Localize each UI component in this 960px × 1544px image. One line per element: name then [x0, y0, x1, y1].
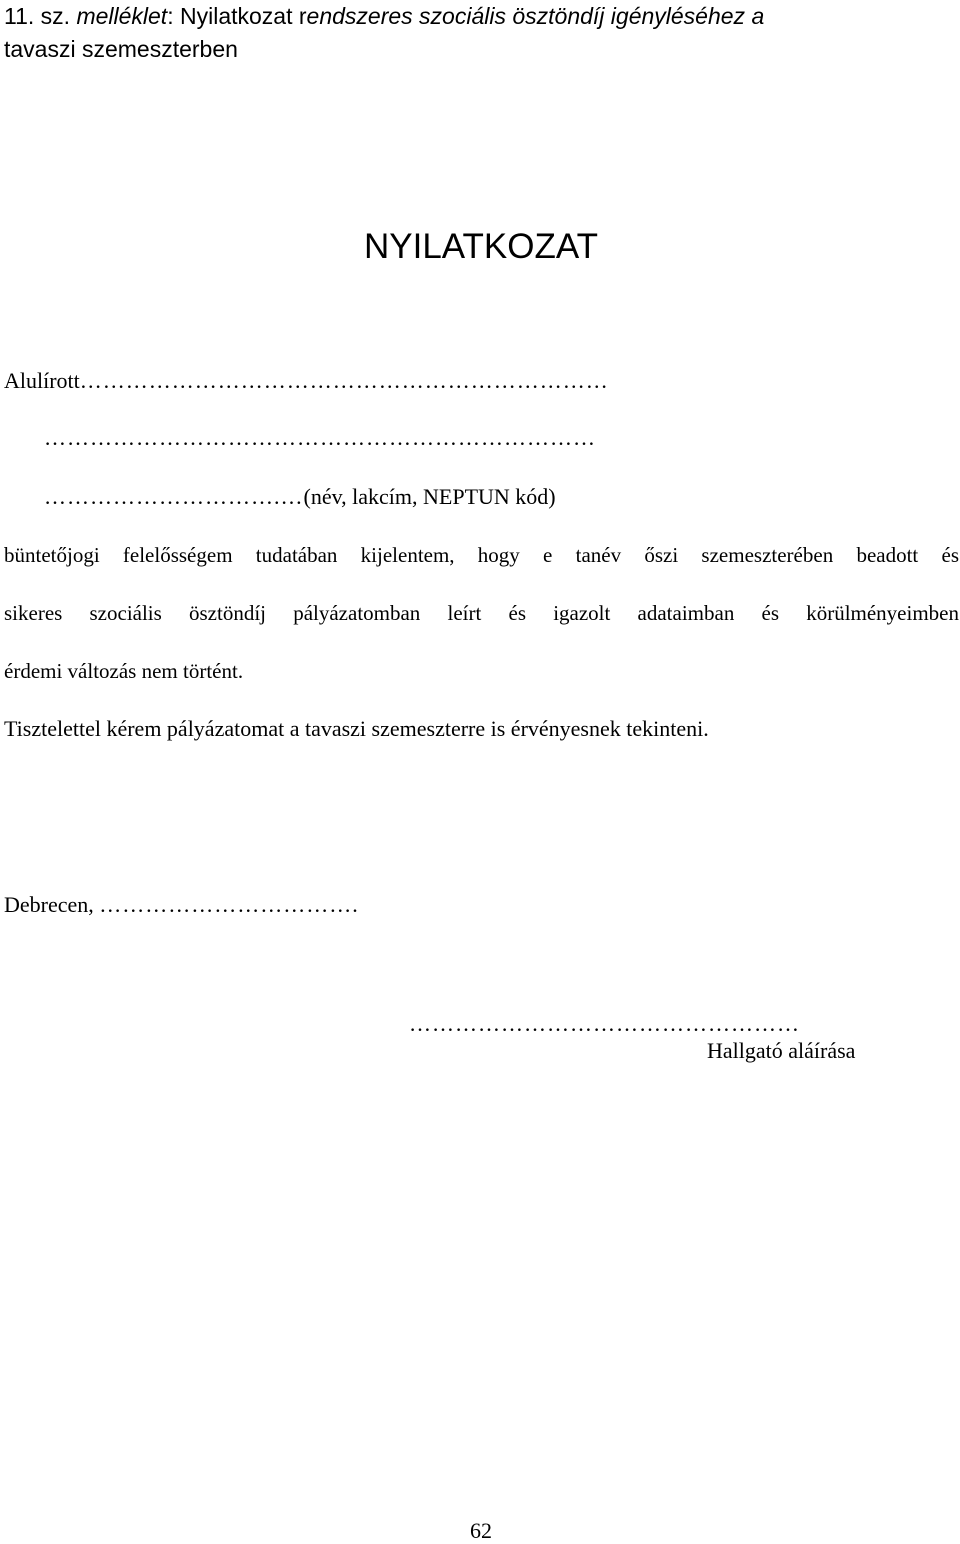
annex-number: 11. sz. [4, 3, 77, 29]
statement-line-3: érdemi változás nem történt. [4, 659, 244, 683]
place-label: Debrecen, [4, 892, 94, 917]
annex-title-start: : Nyilatkozat r [167, 3, 307, 29]
statement-line-1: büntetőjogi felelősségem tudatában kijelentem, hogy e tanév őszi szemeszterében beadott és [4, 543, 959, 567]
undersigned-label: Alulírott [4, 368, 80, 393]
request-sentence: Tisztelettel kérem pályázatomat a tavaszi szemeszterre is érvényesnek tekinteni. [4, 716, 709, 741]
undersigned-blank-continued[interactable]: ……………………………………………………………… [44, 425, 596, 450]
page-number: 62 [470, 1518, 492, 1543]
annex-title-italic: endszeres szociális ösztöndíj igényléséhez a [306, 3, 765, 29]
name-field-line [44, 483, 556, 511]
statement-line-2: sikeres szociális ösztöndíj pályázatomban leírt és igazolt adataimban és körülményeimben [4, 601, 959, 625]
undersigned-blank[interactable]: …………………………………………………………… [79, 368, 609, 393]
signature-label: Hallgató aláírása [707, 1038, 856, 1063]
document-title: NYILATKOZAT [363, 227, 598, 266]
name-field-hint: (név, lakcím, NEPTUN kód) [303, 484, 556, 509]
annex-label: melléklet [76, 3, 168, 29]
signature-blank[interactable]: …………………………………………… [409, 1011, 800, 1036]
place-date-line [4, 891, 359, 919]
annex-header-line-1 [4, 2, 764, 30]
annex-header-line-2: tavaszi szemeszterben [4, 36, 238, 62]
undersigned-line [4, 367, 609, 395]
date-blank[interactable]: ……………………………. [99, 892, 359, 917]
name-blank[interactable]: ………………………….… [44, 484, 304, 509]
